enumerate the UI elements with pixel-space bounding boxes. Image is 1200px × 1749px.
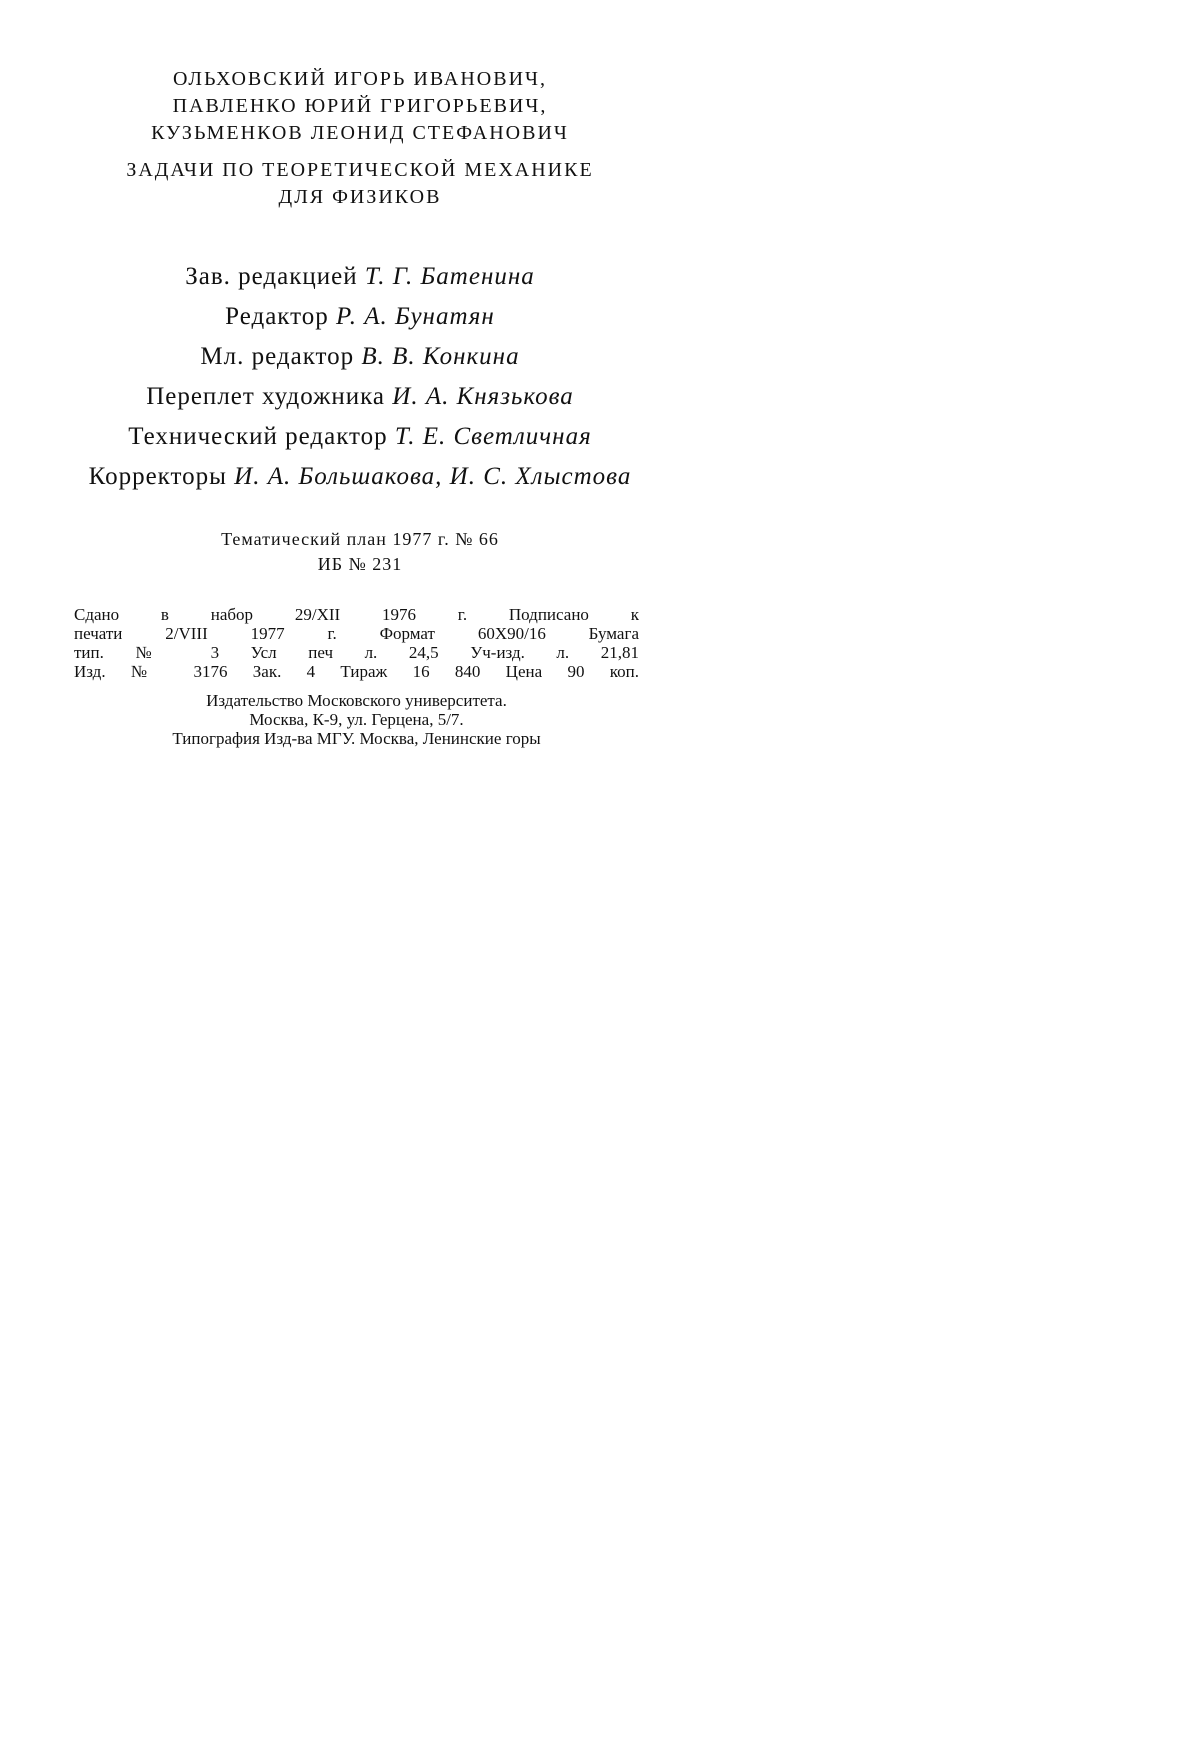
staff-name: И. А. Большакова, И. С. Хлыстова [234,463,632,490]
book-title-line: ЗАДАЧИ ПО ТЕОРЕТИЧЕСКОЙ МЕХАНИКЕ [126,159,594,181]
staff-name: Р. А. Бунатян [335,303,495,330]
staff-name: В. В. Конкина [361,343,520,370]
imprint-page [40,66,680,748]
staff-line-technical-editor [40,417,680,457]
staff-line-editor [40,297,680,337]
editorial-staff [40,257,680,497]
author-line: КУЗЬМЕНКОВ ЛЕОНИД СТЕФАНОВИЧ [151,122,569,144]
publisher-address: Москва, К-9, ул. Герцена, 5/7. [249,710,464,729]
author-line: ПАВЛЕНКО ЮРИЙ ГРИГОРЬЕВИЧ, [172,95,548,117]
staff-role: Переплет художника [146,383,386,410]
staff-role: Мл. редактор [200,343,355,370]
author-line: ОЛЬХОВСКИЙ ИГОРЬ ИВАНОВИЧ, [172,68,548,90]
printing-house: Типография Изд-ва МГУ. Москва, Ленинские горы [172,729,541,748]
staff-name: Т. Е. Светличная [394,423,592,450]
staff-role: Редактор [225,303,329,330]
print-data-line: Изд. № 3176 Зак. 4 Тираж 16 840 Цена 90 коп. [74,662,639,681]
staff-name: И. А. Князькова [392,383,574,410]
staff-line-cover-artist [40,377,680,417]
staff-line-proofreaders [40,457,680,497]
publisher-block [74,691,639,748]
print-data-line: тип. № 3 Усл печ л. 24,5 Уч-изд. л. 21,81 [74,643,639,662]
print-data-line: печати 2/VIII 1977 г. Формат 60Х90/16 Бумага [74,624,639,643]
staff-role: Корректоры [88,463,227,490]
staff-line-head-of-editorial [40,257,680,297]
ib-number: ИБ № 231 [317,554,403,574]
staff-name: Т. Г. Батенина [364,263,535,290]
thematic-plan-block [40,527,680,577]
staff-role: Зав. редакцией [185,263,358,290]
thematic-plan: Тематический план 1977 г. № 66 [221,529,499,549]
authors-block [40,66,680,147]
print-data-line: Сдано в набор 29/XII 1976 г. Подписано к [74,605,639,624]
book-title [40,157,680,211]
staff-role: Технический редактор [128,423,388,450]
staff-line-junior-editor [40,337,680,377]
book-title-line: ДЛЯ ФИЗИКОВ [278,186,442,208]
publisher-line: Издательство Московского университета. [206,691,507,710]
print-data-block [74,605,639,748]
